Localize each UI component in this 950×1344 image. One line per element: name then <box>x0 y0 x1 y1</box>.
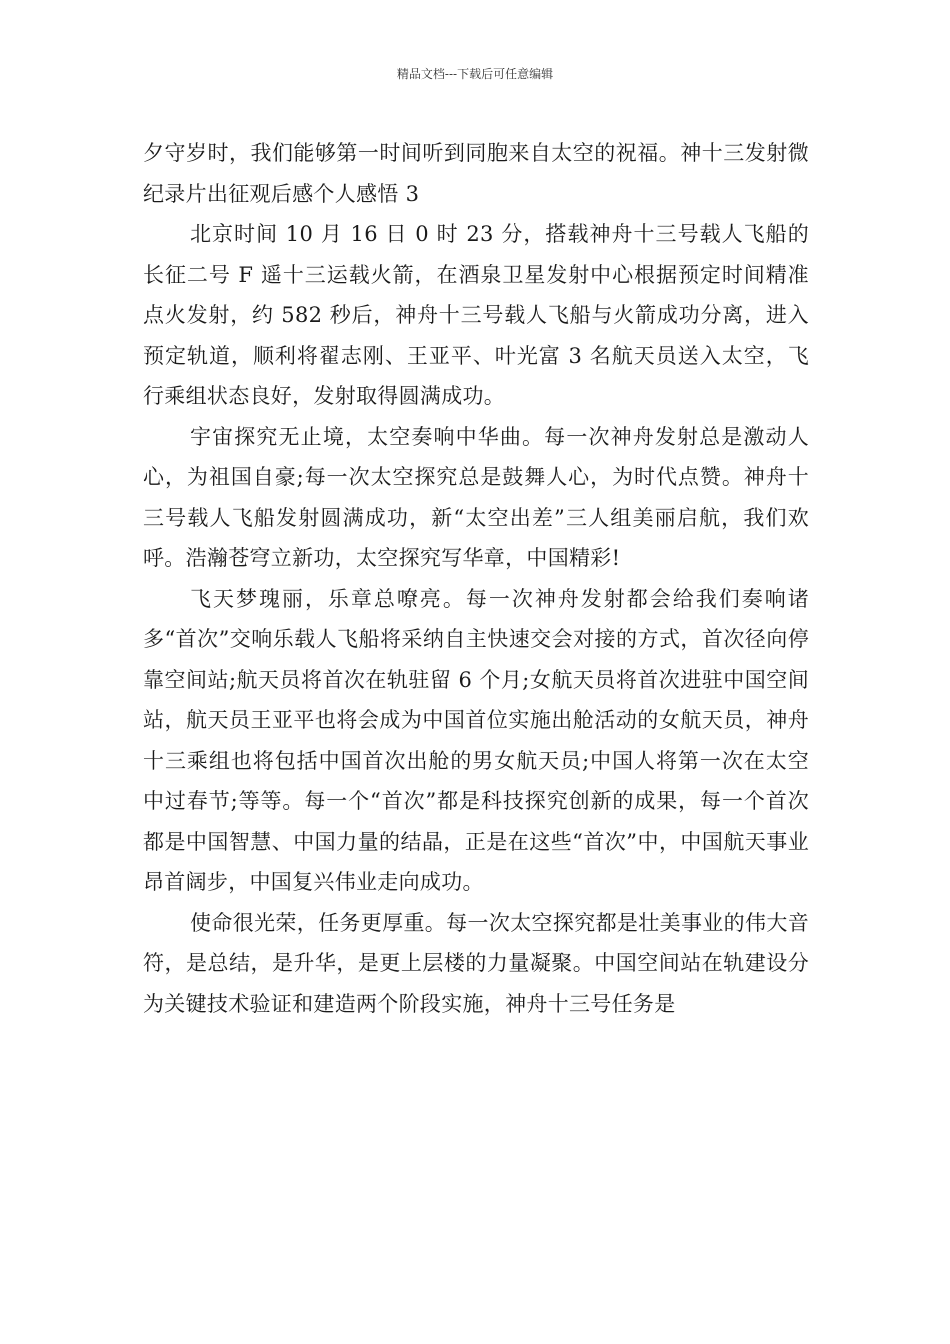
paragraph-4: 飞天梦瑰丽，乐章总嘹亮。每一次神舟发射都会给我们奏响诸多“首次”交响乐载人飞船将采纳自主快速交会对接的方式，首次径向停靠空间站;航天员将首次在轨驻留 6 个月;女航天员将首次进驻中国空间站，航天员王亚平也将会成为中国首位实施出舱活动的女航天员，神舟十三乘组也将包括中国首次出舱的男女航天员;中国人将第一次在太空中过春节;等等。每一个“首次”都是科技探究创新的成果，每一个首次都是中国智慧、中国力量的结晶，正是在这些“首次”中，中国航天事业昂首阔步，中国复兴伟业走向成功。 <box>143 586 809 894</box>
paragraph-1: 夕守岁时，我们能够第一时间听到同胞来自太空的祝福。神十三发射微纪录片出征观后感个人感悟 3 <box>143 141 809 206</box>
paragraph-3: 宇宙探究无止境，太空奏响中华曲。每一次神舟发射总是激动人心，为祖国自豪;每一次太空探究总是鼓舞人心，为时代点赞。神舟十三号载人飞船发射圆满成功，新“太空出差”三人组美丽启航，我们欢呼。浩瀚苍穹立新功，太空探究写华章，中国精彩! <box>143 424 809 570</box>
paragraph-5: 使命很光荣，任务更厚重。每一次太空探究都是壮美事业的伟大音符，是总结，是升华，是更上层楼的力量凝聚。中国空间站在轨建设分为关键技术验证和建造两个阶段实施，神舟十三号任务是 <box>143 910 809 1016</box>
page-header: 精品文档---下载后可任意编辑 <box>396 67 554 81</box>
document-body <box>143 133 809 1024</box>
paragraph-2: 北京时间 10 月 16 日 0 时 23 分，搭载神舟十三号载人飞船的长征二号 F 遥十三运载火箭，在酒泉卫星发射中心根据预定时间精准点火发射，约 582 秒后，神舟十三号载人飞船与火箭成功分离，进入预定轨道，顺利将翟志刚、王亚平、叶光富 3 名航天员送入太空，飞行乘组状态良好，发射取得圆满成功。 <box>143 222 809 408</box>
